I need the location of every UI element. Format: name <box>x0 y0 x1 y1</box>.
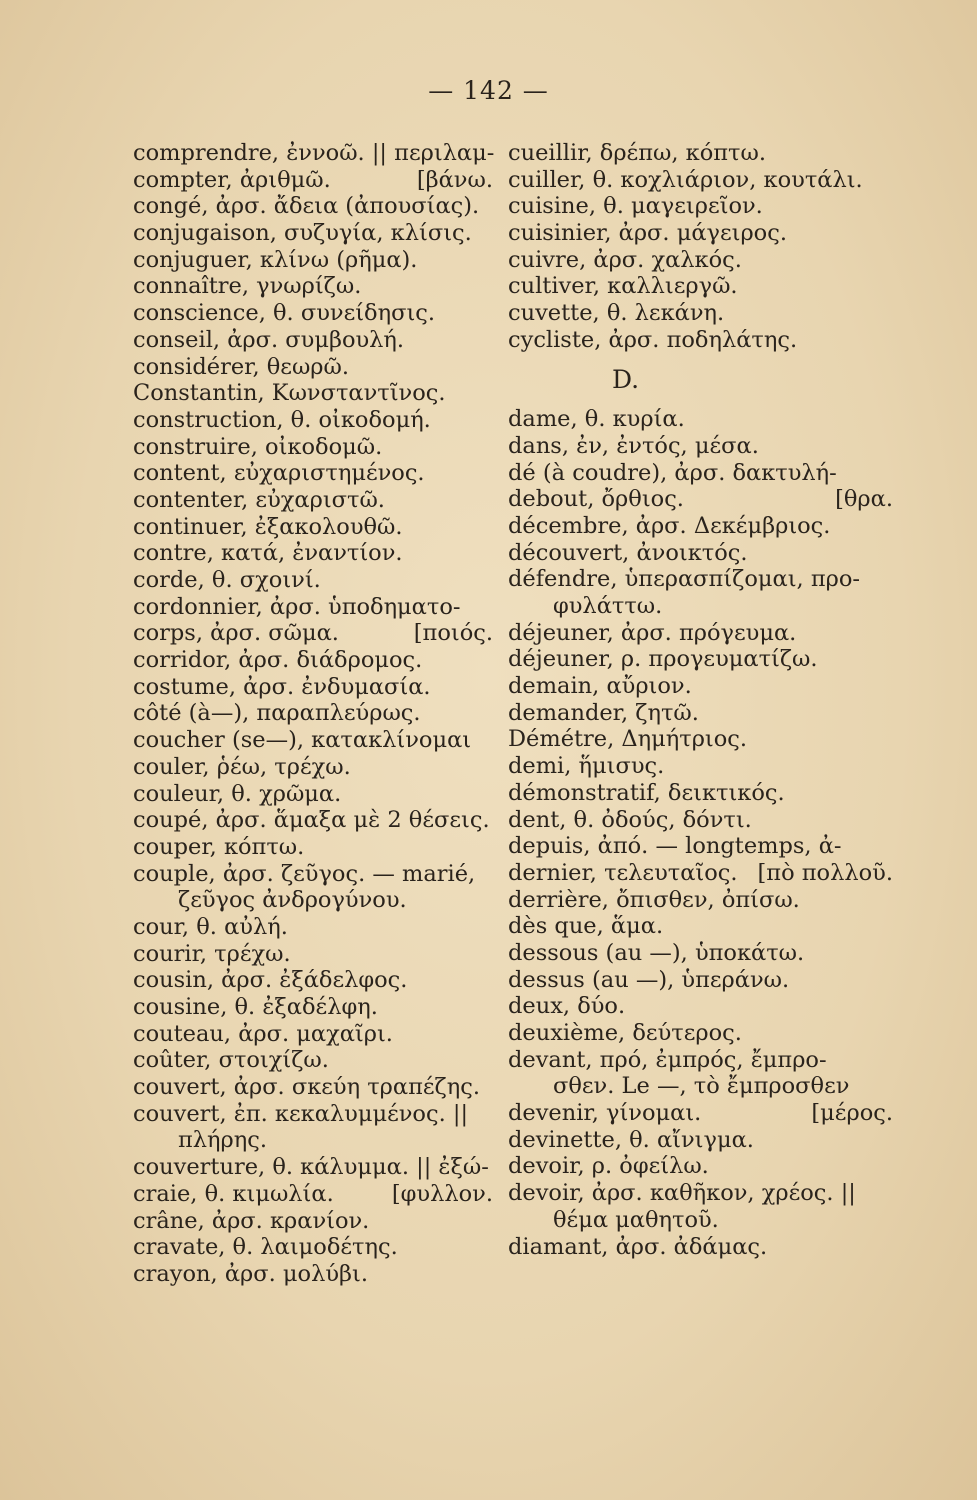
entry-text: demain, αὔριον. <box>508 673 692 700</box>
entry-text: debout, ὄρθιος. <box>508 486 684 513</box>
section-heading <box>508 364 893 394</box>
entry-text: cuiller, θ. κοχλιάριον, κουτάλι. <box>508 166 863 193</box>
dictionary-entry <box>133 620 493 647</box>
entry-text: deuxième, δεύτερος. <box>508 1020 742 1046</box>
dictionary-entry <box>508 193 893 220</box>
dictionary-entry <box>508 1020 893 1047</box>
dictionary-entry <box>508 913 893 940</box>
entry-text: découvert, ἀνοικτός. <box>508 539 748 566</box>
dictionary-entry <box>508 860 893 887</box>
dictionary-entry <box>133 1154 493 1181</box>
entry-text: continuer, ἐξακολουθῶ. <box>133 513 403 540</box>
dictionary-entry <box>508 406 893 433</box>
dictionary-entry <box>508 940 893 967</box>
dictionary-entry <box>508 967 893 994</box>
dictionary-entry <box>133 1127 493 1154</box>
entry-text: dessus (au —), ὑπεράνω. <box>508 966 790 993</box>
entry-text: dernier, τελευταῖος. <box>508 859 738 886</box>
entry-text: corde, θ. σχοινί. <box>133 567 321 593</box>
dictionary-entry <box>508 833 893 860</box>
dictionary-entry <box>508 327 893 354</box>
dictionary-entry <box>133 167 493 194</box>
dictionary-entry <box>508 700 893 727</box>
dictionary-entry <box>133 487 493 514</box>
dictionary-entry <box>508 646 893 673</box>
entry-text: ζεῦγος ἀνδρογύνου. <box>178 887 407 914</box>
entry-text: Démétre, Δημήτριος. <box>508 726 748 753</box>
dictionary-entry <box>508 887 893 914</box>
entry-text: dent, θ. ὀδούς, δόντι. <box>508 806 752 833</box>
dictionary-entry <box>133 1021 493 1048</box>
entry-text: défendre, ὑπερασπίζομαι, προ- <box>508 566 860 593</box>
dictionary-entry <box>133 861 493 888</box>
entry-text: dans, ἐν, ἐντός, μέσα. <box>508 432 759 459</box>
entry-text: deux, δύο. <box>508 993 626 1020</box>
entry-text: cuisine, θ. μαγειρεῖον. <box>508 193 763 220</box>
dictionary-entry <box>133 540 493 567</box>
dictionary-entry <box>508 1180 893 1207</box>
dictionary-entry <box>133 754 493 781</box>
entry-text: θέμα μαθητοῦ. <box>553 1206 719 1233</box>
entry-text: courir, τρέχω. <box>133 940 291 967</box>
entry-text: dé (à coudre), ἀρσ. δακτυλή- <box>508 459 837 486</box>
entry-continuation: [μέρος. <box>811 1100 893 1127</box>
entry-text: derrière, ὄπισθεν, ὀπίσω. <box>508 886 800 913</box>
dictionary-entry <box>133 781 493 808</box>
entry-text: couper, κόπτω. <box>133 833 305 860</box>
dictionary-entry <box>133 914 493 941</box>
dictionary-entry <box>133 834 493 861</box>
dictionary-entry <box>133 727 493 754</box>
dictionary-entry <box>133 674 493 701</box>
dictionary-entry <box>508 753 893 780</box>
dictionary-entry <box>133 354 493 381</box>
dictionary-entry <box>508 433 893 460</box>
dictionary-entry <box>133 140 493 167</box>
entry-text: conjugaison, συζυγία, κλίσις. <box>133 220 472 247</box>
entry-text: cuisinier, ἀρσ. μάγειρος. <box>508 220 787 247</box>
entry-text: corridor, ἀρσ. διάδρομος. <box>133 647 423 674</box>
entry-text: couteau, ἀρσ. μαχαῖρι. <box>133 1020 393 1047</box>
entry-text: déjeuner, ρ. προγευματίζω. <box>508 646 818 673</box>
entry-text: Constantin, Κωνσταντῖνος. <box>133 380 446 407</box>
dictionary-entry <box>133 220 493 247</box>
entry-text: congé, ἀρσ. ἄδεια (ἀπουσίας). <box>133 193 480 220</box>
dictionary-entry <box>508 140 893 167</box>
dictionary-entry <box>508 460 893 487</box>
dictionary-entry <box>133 887 493 914</box>
entry-text: couple, ἀρσ. ζεῦγος. — marié, <box>133 860 476 887</box>
entry-text: crâne, ἀρσ. κρανίον. <box>133 1207 370 1234</box>
entry-text: σθεν. Le —, τὸ ἔμπροσθεν <box>553 1073 850 1100</box>
entry-text: cultiver, καλλιεργῶ. <box>508 273 738 300</box>
entry-text: connaître, γνωρίζω. <box>133 273 362 300</box>
entry-text: cuivre, ἀρσ. χαλκός. <box>508 246 742 273</box>
entry-text: diamant, ἀρσ. ἀδάμας. <box>508 1233 768 1260</box>
dictionary-entry <box>508 673 893 700</box>
entry-text: comprendre, ἐννοῶ. || περιλαμ- <box>133 140 495 166</box>
entry-text: devoir, ἀρσ. καθῆκον, χρέος. || <box>508 1180 856 1207</box>
dictionary-entry <box>508 167 893 194</box>
dictionary-entry <box>133 1074 493 1101</box>
entry-text: contenter, εὐχαριστῶ. <box>133 486 385 513</box>
entry-text: construire, οἰκοδομῶ. <box>133 433 383 460</box>
entry-text: considérer, θεωρῶ. <box>133 353 350 380</box>
dictionary-entry <box>508 993 893 1020</box>
entry-continuation: [θρα. <box>835 486 893 513</box>
dictionary-entry <box>133 327 493 354</box>
entry-text: conjuguer, κλίνω (ρῆμα). <box>133 246 418 273</box>
dictionary-entry <box>508 486 893 513</box>
entry-text: cousine, θ. ἐξαδέλφη. <box>133 994 378 1020</box>
entry-text: φυλάττω. <box>553 593 663 619</box>
dictionary-entry <box>508 273 893 300</box>
dictionary-entry <box>133 994 493 1021</box>
dictionary-entry <box>133 1261 493 1288</box>
entry-continuation: [βάνω. <box>416 166 493 193</box>
entry-text: couleur, θ. χρῶμα. <box>133 780 342 807</box>
entry-text: content, εὐχαριστημένος. <box>133 460 425 487</box>
dictionary-entry <box>133 647 493 674</box>
entry-text: cousin, ἀρσ. ἐξάδελφος. <box>133 967 408 994</box>
dictionary-entry <box>133 407 493 434</box>
dictionary-entry <box>133 460 493 487</box>
dictionary-entry <box>508 780 893 807</box>
entry-text: devinette, θ. αἴνιγμα. <box>508 1126 754 1153</box>
entry-text: côté (à—), παραπλεύρως. <box>133 700 421 727</box>
entry-text: demi, ἥμισυς. <box>508 753 665 780</box>
dictionary-entry <box>508 513 893 540</box>
dictionary-entry <box>133 1047 493 1074</box>
entry-text: décembre, ἀρσ. Δεκέμβριος. <box>508 512 831 539</box>
entry-text: craie, θ. κιμωλία. <box>133 1180 334 1207</box>
entry-text: cycliste, ἀρσ. ποδηλάτης. <box>508 326 798 353</box>
dictionary-entry <box>508 726 893 753</box>
dictionary-entry <box>508 1073 893 1100</box>
dictionary-entry <box>133 700 493 727</box>
entry-text: construction, θ. οἰκοδομή. <box>133 406 431 433</box>
entry-text: démonstratif, δεικτικός. <box>508 779 785 806</box>
dictionary-entry <box>133 380 493 407</box>
dictionary-entry <box>508 540 893 567</box>
entry-text: cour, θ. αὐλή. <box>133 913 288 940</box>
entry-continuation: [ποιός. <box>413 620 493 647</box>
entry-text: dès que, ἅμα. <box>508 913 664 940</box>
entry-text: dame, θ. κυρία. <box>508 406 685 433</box>
dictionary-entry <box>133 941 493 968</box>
dictionary-entry <box>508 1234 893 1261</box>
dictionary-entry <box>508 620 893 647</box>
dictionary-entry <box>133 434 493 461</box>
entry-text: costume, ἀρσ. ἐνδυμασία. <box>133 673 431 700</box>
entry-text: coûter, στοιχίζω. <box>133 1047 329 1074</box>
dictionary-entry <box>133 567 493 594</box>
right-column <box>508 140 893 1260</box>
dictionary-entry <box>508 247 893 274</box>
entry-text: cuvette, θ. λεκάνη. <box>508 300 725 327</box>
dictionary-entry <box>508 1047 893 1074</box>
dictionary-entry <box>508 300 893 327</box>
spacer <box>508 393 893 406</box>
entry-text: contre, κατά, ἐναντίον. <box>133 540 403 567</box>
entry-text: demander, ζητῶ. <box>508 699 699 726</box>
dictionary-entry <box>508 1153 893 1180</box>
entry-text: coucher (se—), κατακλίνομαι <box>133 727 472 754</box>
dictionary-entry <box>133 967 493 994</box>
dictionary-entry <box>133 1181 493 1208</box>
entry-text: coupé, ἀρσ. ἅμαξα μὲ 2 θέσεις. <box>133 807 490 834</box>
dictionary-entry <box>508 1127 893 1154</box>
entry-text: cueillir, δρέπω, κόπτω. <box>508 140 766 166</box>
dictionary-entry <box>133 300 493 327</box>
entry-continuation: [πὸ πολλοῦ. <box>757 859 893 886</box>
spacer <box>508 354 893 367</box>
left-column <box>133 140 493 1288</box>
entry-text: πλήρης. <box>178 1127 267 1154</box>
dictionary-entry <box>133 1234 493 1261</box>
entry-text: compter, ἀριθμῶ. <box>133 166 331 193</box>
entry-text: devenir, γίνομαι. <box>508 1100 702 1127</box>
entry-text: depuis, ἀπό. — longtemps, ἀ- <box>508 833 842 860</box>
dictionary-entry <box>508 220 893 247</box>
dictionary-entry <box>508 566 893 593</box>
dictionary-entry <box>133 514 493 541</box>
dictionary-entry <box>508 807 893 834</box>
entry-text: devant, πρό, ἐμπρός, ἔμπρο- <box>508 1046 827 1073</box>
entry-continuation: [φυλλον. <box>391 1180 493 1207</box>
entry-text: corps, ἀρσ. σῶμα. <box>133 620 339 647</box>
dictionary-entry <box>133 247 493 274</box>
entry-text: couvert, ἀρσ. σκεύη τραπέζης. <box>133 1074 480 1101</box>
dictionary-entry <box>133 1208 493 1235</box>
entry-text: couverture, θ. κάλυμμα. || ἐξώ- <box>133 1154 489 1181</box>
dictionary-entry <box>508 1207 893 1234</box>
dictionary-entry <box>133 193 493 220</box>
dictionary-entry <box>133 807 493 834</box>
page-number: — 142 — <box>428 76 549 105</box>
dictionary-entry <box>508 593 893 620</box>
entry-text: devoir, ρ. ὀφείλω. <box>508 1153 709 1180</box>
dictionary-entry <box>133 594 493 621</box>
entry-text: conscience, θ. συνείδησις. <box>133 300 436 327</box>
entry-text: D. <box>611 364 640 394</box>
entry-text: déjeuner, ἀρσ. πρόγευμα. <box>508 619 797 646</box>
entry-text: dessous (au —), ὑποκάτω. <box>508 939 805 966</box>
entry-text: conseil, ἀρσ. συμβουλή. <box>133 326 405 353</box>
dictionary-entry <box>133 1101 493 1128</box>
entry-text: cravate, θ. λαιμοδέτης. <box>133 1234 398 1261</box>
entry-text: cordonnier, ἀρσ. ὑποδηματο- <box>133 593 461 620</box>
dictionary-entry <box>133 273 493 300</box>
entry-text: couvert, ἐπ. κεκαλυμμένος. || <box>133 1100 469 1127</box>
dictionary-entry <box>508 1100 893 1127</box>
entry-text: crayon, ἀρσ. μολύβι. <box>133 1260 368 1287</box>
entry-text: couler, ῥέω, τρέχω. <box>133 753 351 780</box>
